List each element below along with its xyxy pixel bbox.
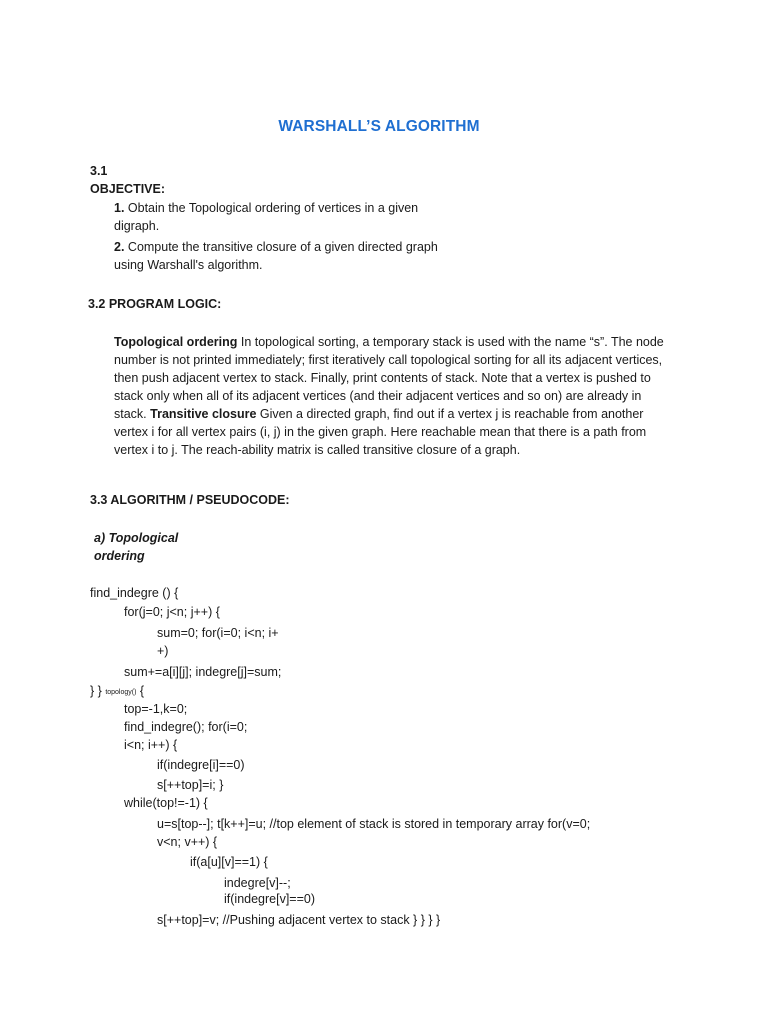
topological-ordering-text: In topological sorting, a temporary stack is used with the name “s”. The node number is not printed immediately; first iteratively call topological sorting for all its adjacent vertices, then push adjacent vertex to stack. Finally, print contents of stack. Note that a vertex is pushed to stack only when all of its adjacent vertices (and their adjacent vertices and so on) are already in stack. [114,335,664,421]
topological-ordering-term: Topological ordering [114,335,238,349]
code-line: if(indegre[v]==0) [224,892,316,906]
code-line: top=-1,k=0; [124,702,188,716]
transitive-closure-text: Given a directed graph, find out if a vertex j is reachable from another vertex i for all vertex pairs (i, j) in the given graph. Here reachable mean that there is a path from vertex i to j. The reach-ability matrix is called transitive closure of a graph. [114,407,647,457]
objective-item-2-number: 2. [114,240,125,254]
code-line: sum+=a[i][j]; indegre[j]=sum; [124,665,282,679]
subheading-line-2: ordering [94,549,145,563]
code-line: if(indegre[i]==0) [157,758,245,772]
objective-item-1-line-2: digraph. [114,219,160,233]
objective-heading: OBJECTIVE: [90,182,166,196]
code-line: find_indegre(); for(i=0; [124,720,248,734]
code-line: i<n; i++) { [124,738,178,752]
code-line: +) [157,644,169,658]
program-logic-heading: 3.2 PROGRAM LOGIC: [88,297,222,311]
code-fragment: } } [90,684,102,698]
code-line: indegre[v]--; [224,876,291,890]
code-line: u=s[top--]; t[k++]=u; //top element of stack is stored in temporary array for(v=0; [157,817,591,831]
code-fragment: { [136,684,145,698]
transitive-closure-term: Transitive closure [150,407,257,421]
code-line: while(top!=-1) { [124,796,208,810]
page-title: WARSHALL’S ALGORITHM [278,118,480,135]
subheading-line-1: a) Topological [94,531,179,545]
section-number: 3.1 [90,164,108,178]
objective-item-2-line-1 [114,238,438,256]
code-line: find_indegre () { [90,586,179,600]
code-line: sum=0; for(i=0; i<n; i+ [157,626,279,640]
code-fragment-small: topology() [105,689,137,696]
code-line: if(a[u][v]==1) { [190,855,268,869]
objective-item-1-number: 1. [114,201,125,215]
objective-item-1-text: Obtain the Topological ordering of vertices in a given [124,201,419,215]
code-line: s[++top]=v; //Pushing adjacent vertex to stack } } } } [157,913,441,927]
objective-item-2-line-2: using Warshall's algorithm. [114,258,263,272]
objective-item-2-text: Compute the transitive closure of a given directed graph [124,240,438,254]
objective-item-1-line-1 [114,199,418,217]
algorithm-heading: 3.3 ALGORITHM / PSEUDOCODE: [90,493,290,507]
code-line: s[++top]=i; } [157,778,224,792]
code-line: v<n; v++) { [157,835,218,849]
code-line: for(j=0; j<n; j++) { [124,605,220,619]
program-logic-paragraph [114,333,666,459]
